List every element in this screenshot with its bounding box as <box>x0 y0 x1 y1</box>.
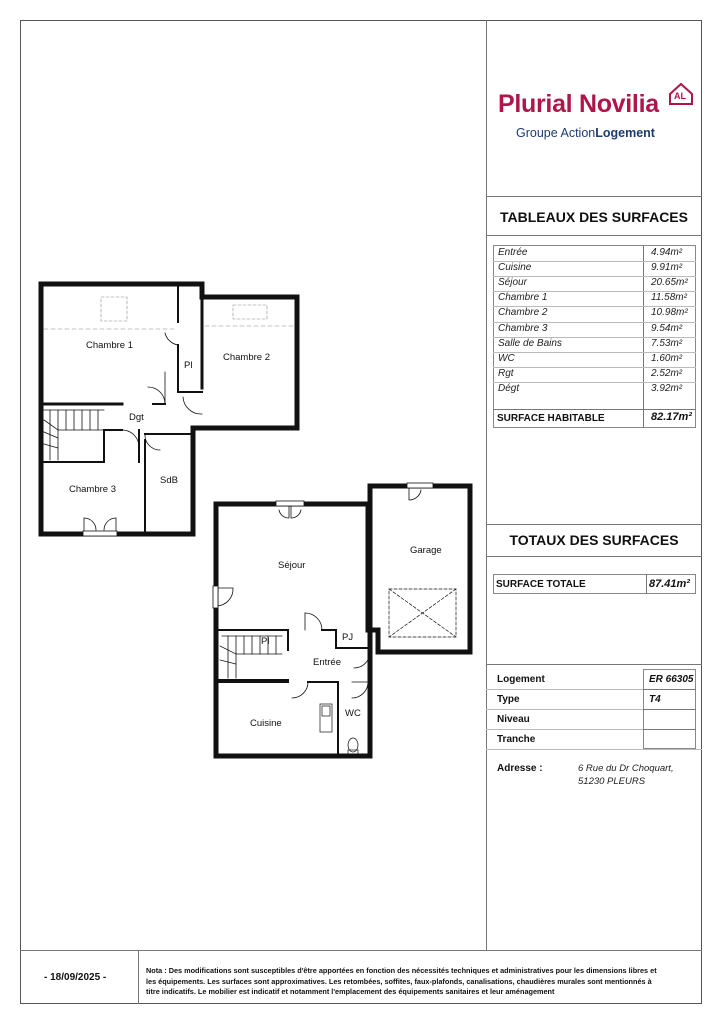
plan-label-dgt: Dgt <box>129 412 144 423</box>
footer-date: - 18/09/2025 - <box>44 972 107 983</box>
surface-row-value: 9.91m² <box>651 262 683 274</box>
surface-row-value: 7.53m² <box>651 337 683 349</box>
surface-row-label: Chambre 2 <box>498 307 548 319</box>
surface-row-value: 10.98m² <box>651 307 688 319</box>
surface-row-label: Entrée <box>498 247 528 258</box>
adresse-line2: 51230 PLEURS <box>578 776 646 787</box>
surface-row-value: 1.60m² <box>651 352 683 364</box>
surface-row-label: Rgt <box>498 367 514 379</box>
surface-row-value: 3.92m² <box>651 382 683 394</box>
surface-row-label: Dégt <box>498 382 520 394</box>
plan-label-sejour: Séjour <box>278 560 306 571</box>
plan-label-chambre2: Chambre 2 <box>223 352 270 363</box>
footer-note-line2: les équipements. Les surfaces sont approximatives. Les retombées, soffites, faux-plafonds, canalisations, chaudières murales sont mentionnés à <box>146 976 652 986</box>
surface-row-label: WC <box>498 352 515 364</box>
plan-label-pl-upper: Pl <box>184 360 193 371</box>
brand-badge-text: AL <box>674 91 686 101</box>
logement-value: ER 66305 <box>649 674 694 685</box>
surface-row-value: 9.54m² <box>651 322 683 334</box>
brand-logo-name: Plurial Novilia <box>498 90 659 118</box>
surface-row-value: 11.58m² <box>651 292 687 304</box>
logement-label: Logement <box>497 674 545 685</box>
surface-row-label: Séjour <box>498 277 527 289</box>
plan-label-cuisine: Cuisine <box>250 718 282 729</box>
surface-row-value: 20.65m² <box>651 277 688 289</box>
plan-label-chambre3: Chambre 3 <box>69 484 116 495</box>
surfaces-title: TABLEAUX DES SURFACES <box>500 209 688 225</box>
footer-note <box>146 966 694 998</box>
niveau-label: Niveau <box>497 714 530 725</box>
adresse-line1: 6 Rue du Dr Choquart, <box>578 763 674 774</box>
plan-label-pj: PJ <box>342 632 354 643</box>
surface-habitable-value: 82.17m² <box>651 411 692 423</box>
surface-row-label: Salle de Bains <box>498 337 562 349</box>
surface-row-value: 4.94m² <box>651 247 683 258</box>
plan-label-entree: Entrée <box>313 657 341 668</box>
tranche-label: Tranche <box>497 734 536 745</box>
totaux-title: TOTAUX DES SURFACES <box>509 532 679 548</box>
surface-row-label: Cuisine <box>498 262 532 274</box>
brand-group: Groupe ActionLogement <box>516 126 655 140</box>
footer-note-line1: Nota : Des modifications sont susceptibles d'être apportées en fonction des nécessités techniques et administratives pour les dimensions libres et <box>146 966 657 975</box>
surface-habitable-label: SURFACE HABITABLE <box>497 413 605 424</box>
surface-totale-label: SURFACE TOTALE <box>496 579 586 590</box>
plan-label-garage: Garage <box>410 545 442 556</box>
upper-floor-outer-wall <box>41 284 297 534</box>
type-value: T4 <box>649 694 661 705</box>
plan-label-sdb: SdB <box>160 475 178 486</box>
adresse-label: Adresse : <box>497 763 543 774</box>
surface-totale-value: 87.41m² <box>649 578 690 590</box>
footer-note-line3: titre indicatifs. Le mobilier est indicatif et notamment l'emplacement des équipements sanitaires et leur aménagement <box>146 987 555 996</box>
surface-row-label: Chambre 1 <box>498 292 548 304</box>
plan-label-pl-lower: Pl <box>261 636 270 647</box>
type-label: Type <box>497 694 520 705</box>
plan-label-wc: WC <box>345 708 361 719</box>
surface-row-value: 2.52m² <box>651 367 683 379</box>
surface-row-label: Chambre 3 <box>498 322 548 334</box>
garage-wall <box>370 486 470 652</box>
plan-label-chambre1: Chambre 1 <box>86 340 133 351</box>
